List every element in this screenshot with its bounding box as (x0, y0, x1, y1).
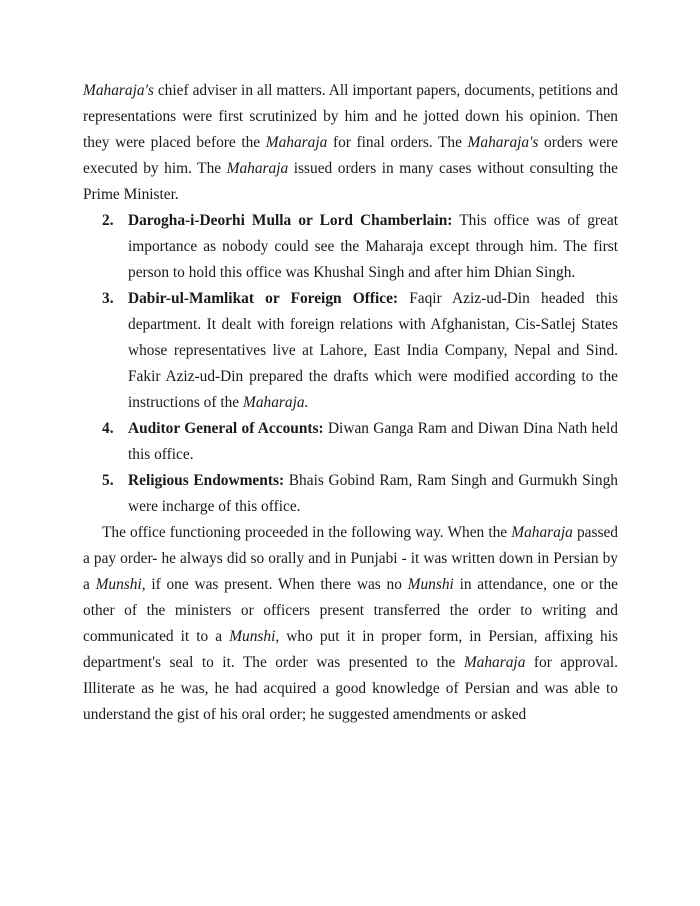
list-item-heading: Darogha-i-Deorhi Mulla or Lord Chamberlain: (128, 212, 453, 229)
emphasis-text: Munshi (95, 576, 142, 593)
numbered-list (83, 208, 618, 520)
emphasis-text: Maharaja (511, 524, 573, 541)
list-item-number: 3. (102, 290, 114, 307)
emphasis-text: Maharaja (463, 654, 526, 671)
body-text: for final orders. The (327, 134, 468, 151)
list-item (83, 416, 618, 468)
body-text: for approval. Illiterate as he was, he had acquired a good knowledge of Persian and was able to understand the gist of his oral order; he suggested amendments or asked (83, 654, 618, 723)
emphasis-text: Munshi (407, 576, 454, 593)
paragraph-continuation (83, 78, 618, 208)
list-item-body (128, 472, 618, 515)
list-item-text (128, 290, 618, 411)
list-item (83, 286, 618, 416)
body-text: , who put it in proper form, in Persian, affixing his department's seal to it. The order was presented to the (83, 628, 618, 671)
body-text: , if one was present. When there was no (141, 576, 408, 593)
body-text: chief adviser in all matters. All important papers, documents, petitions and representations were first scrutinized by him and he jotted down his opinion. Then they were placed before the (83, 82, 618, 151)
body-text: issued orders in many cases without consulting the Prime Minister. (83, 160, 618, 203)
list-item-body (128, 420, 618, 463)
list-item-heading: Auditor General of Accounts: (128, 420, 324, 437)
list-item-body (128, 290, 618, 411)
list-item (83, 208, 618, 286)
emphasis-text: Maharaja's (467, 134, 539, 151)
list-item-body (128, 212, 618, 281)
list-item (83, 468, 618, 520)
body-text: Diwan Ganga Ram and Diwan Dina Nath held this office. (128, 420, 618, 463)
body-text: The office functioning proceeded in the following way. When the (102, 524, 512, 541)
body-text: passed a pay order- he always did so orally and in Punjabi - it was written down in Persian by a (83, 524, 618, 593)
list-item-number: 5. (102, 472, 114, 489)
closing-paragraph (83, 520, 618, 728)
list-item-heading: Religious Endowments: (128, 472, 285, 489)
body-text: in attendance, one or the other of the ministers or officers present transferred the order to writing and communicated it to a (83, 576, 618, 645)
list-item-heading: Dabir-ul-Mamlikat or Foreign Office: (128, 290, 399, 307)
emphasis-text: Munshi (229, 628, 276, 645)
emphasis-text: Maharaja (265, 134, 328, 151)
list-item-number: 2. (102, 212, 114, 229)
emphasis-text: Maharaja. (243, 394, 309, 411)
emphasis-text: Maharaja's (83, 82, 154, 99)
body-text: Bhais Gobind Ram, Ram Singh and Gurmukh Singh were incharge of this office. (128, 472, 618, 515)
body-text: This office was of great importance as nobody could see the Maharaja except through him. The first person to hold this office was Khushal Singh and after him Dhian Singh. (128, 212, 618, 281)
text-column (83, 78, 618, 728)
body-text: orders were executed by him. The (83, 134, 618, 177)
body-text: Faqir Aziz-ud-Din headed this department. It dealt with foreign relations with Afghanistan, Cis-Satlej States whose representatives live at Lahore, East India Company, Nepal and Sind. Fakir Aziz-ud-Din prepared the drafts which were modified according to the instructions of the (128, 290, 618, 411)
emphasis-text: Maharaja (226, 160, 289, 177)
list-item-number: 4. (102, 420, 114, 437)
